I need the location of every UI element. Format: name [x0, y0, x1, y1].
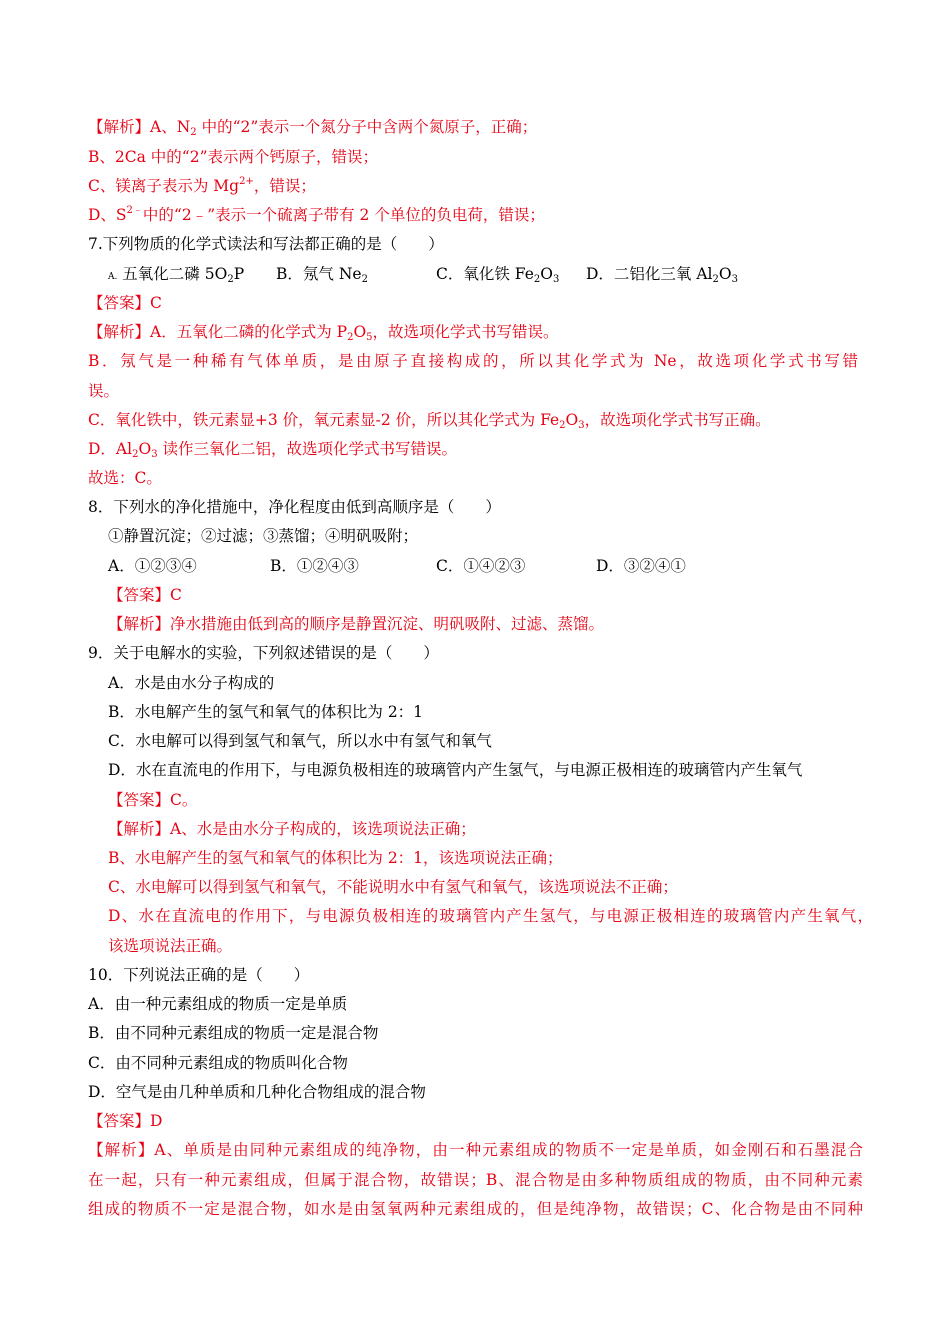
q9-analysis-line-d1: D、水在直流电的作用下，与电源负极相连的玻璃管内产生氢气，与电源正极相连的玻璃管内产生氧气，	[108, 907, 873, 925]
q10-analysis-line-c: 组成的物质不一定是混合物，如水是由氢氧两种元素组成的，但是纯净物，故错误；C、化合物是由不同种	[88, 1200, 863, 1218]
q8-answer: 【答案】C	[108, 586, 182, 604]
q9-analysis-line-c: C、水电解可以得到氢气和氧气，不能说明水中有氢气和氧气，该选项说法不正确；	[108, 878, 678, 896]
q8-option-a: A．①②③④	[108, 557, 197, 575]
q7-conclusion: 故选：C。	[88, 469, 162, 487]
q8-option-b: B．①②④③	[270, 557, 359, 575]
q7-options	[88, 263, 848, 285]
q9-option-d: D．水在直流电的作用下，与电源负极相连的玻璃管内产生氢气，与电源正极相连的玻璃管内产生氧气	[108, 761, 803, 779]
q7-analysis-line-c: C．氧化铁中，铁元素显+3 价，氧元素显-2 价，所以其化学式为 $Fe_2O_3$，故选项化学式书写正确。	[88, 411, 771, 431]
q10-option-c: C．由不同种元素组成的物质叫化合物	[88, 1054, 348, 1072]
q7-analysis-line-a: 【解析】A．五氧化二磷的化学式为 $P_2O_5$，故选项化学式书写错误。	[88, 323, 559, 343]
q7-option-a: A. 五氧化二磷 $5O_2P$	[108, 265, 245, 285]
q9-answer: 【答案】C。	[108, 791, 198, 809]
q7-stem: 7.下列物质的化学式读法和写法都正确的是（ ）	[88, 235, 444, 253]
q10-option-a: A．由一种元素组成的物质一定是单质	[88, 995, 348, 1013]
q6-analysis-line-b: B、2Ca 中的“2”表示两个钙原子，错误；	[88, 148, 378, 166]
q8-items: ①静置沉淀；②过滤；③蒸馏；④明矾吸附；	[108, 527, 419, 545]
q8-analysis: 【解析】净水措施由低到高的顺序是静置沉淀、明矾吸附、过滤、蒸馏。	[108, 615, 605, 633]
q9-analysis-line-a: 【解析】A、水是由水分子构成的，该选项说法正确；	[108, 820, 476, 838]
q9-analysis-line-d2: 该选项说法正确。	[108, 937, 233, 955]
q7-answer: 【答案】C	[88, 294, 162, 312]
q6-analysis-line-d: D、$S^{2﹣}$中的“2﹣”表示一个硫离子带有 2 个单位的负电荷，错误；	[88, 205, 545, 224]
q6-analysis-tag: 【解析】	[88, 118, 151, 136]
q7-analysis-line-d: D．$Al_2O_3$ 读作三氧化二铝，故选项化学式书写错误。	[88, 440, 457, 460]
q10-stem: 10．下列说法正确的是（ ）	[88, 966, 310, 984]
q9-analysis-line-b: B、水电解产生的氢气和氧气的体积比为 2：1，该选项说法正确；	[108, 849, 563, 867]
q8-options	[108, 555, 808, 577]
q8-option-d: D．③②④①	[596, 557, 686, 575]
q8-option-c: C．①④②③	[436, 557, 526, 575]
q9-stem: 9．关于电解水的实验，下列叙述错误的是（ ）	[88, 644, 439, 662]
q10-analysis-line-a: 【解析】A、单质是由同种元素组成的纯净物，由一种元素组成的物质不一定是单质，如金刚石和石墨混合	[88, 1141, 863, 1159]
q10-analysis-line-b: 在一起，只有一种元素组成，但属于混合物，故错误；B、混合物是由多种物质组成的物质，由不同种元素	[88, 1171, 863, 1189]
q10-option-b: B．由不同种元素组成的物质一定是混合物	[88, 1024, 379, 1042]
q8-stem: 8．下列水的净化措施中，净化程度由低到高顺序是（ ）	[88, 498, 501, 516]
q9-option-c: C．水电解可以得到氢气和氧气，所以水中有氢气和氧气	[108, 732, 492, 750]
q7-analysis-line-b2: 误。	[88, 382, 120, 400]
q7-analysis-line-b1: B．氖气是一种稀有气体单质，是由原子直接构成的，所以其化学式为 Ne，故选项化学式书写错	[88, 352, 858, 370]
q7-option-c: C．氧化铁 $Fe_2O_3$	[436, 265, 560, 285]
q10-answer: 【答案】D	[88, 1112, 163, 1130]
q7-option-d: D．二铝化三氧 $Al_2O_3$	[586, 265, 738, 285]
q9-option-b: B．水电解产生的氢气和氧气的体积比为 2：1	[108, 703, 424, 721]
q10-option-d: D．空气是由几种单质和几种化合物组成的混合物	[88, 1083, 426, 1101]
q9-option-a: A．水是由水分子构成的	[108, 674, 275, 692]
q6-analysis-line-c: C、镁离子表示为 $Mg^{2+}$，错误；	[88, 176, 316, 195]
q7-option-b: B．氖气 $Ne_2$	[276, 265, 368, 285]
q6-analysis-line-a: 【解析】A、$N_2$ 中的“2”表示一个氮分子中含两个氮原子，正确；	[88, 118, 538, 138]
